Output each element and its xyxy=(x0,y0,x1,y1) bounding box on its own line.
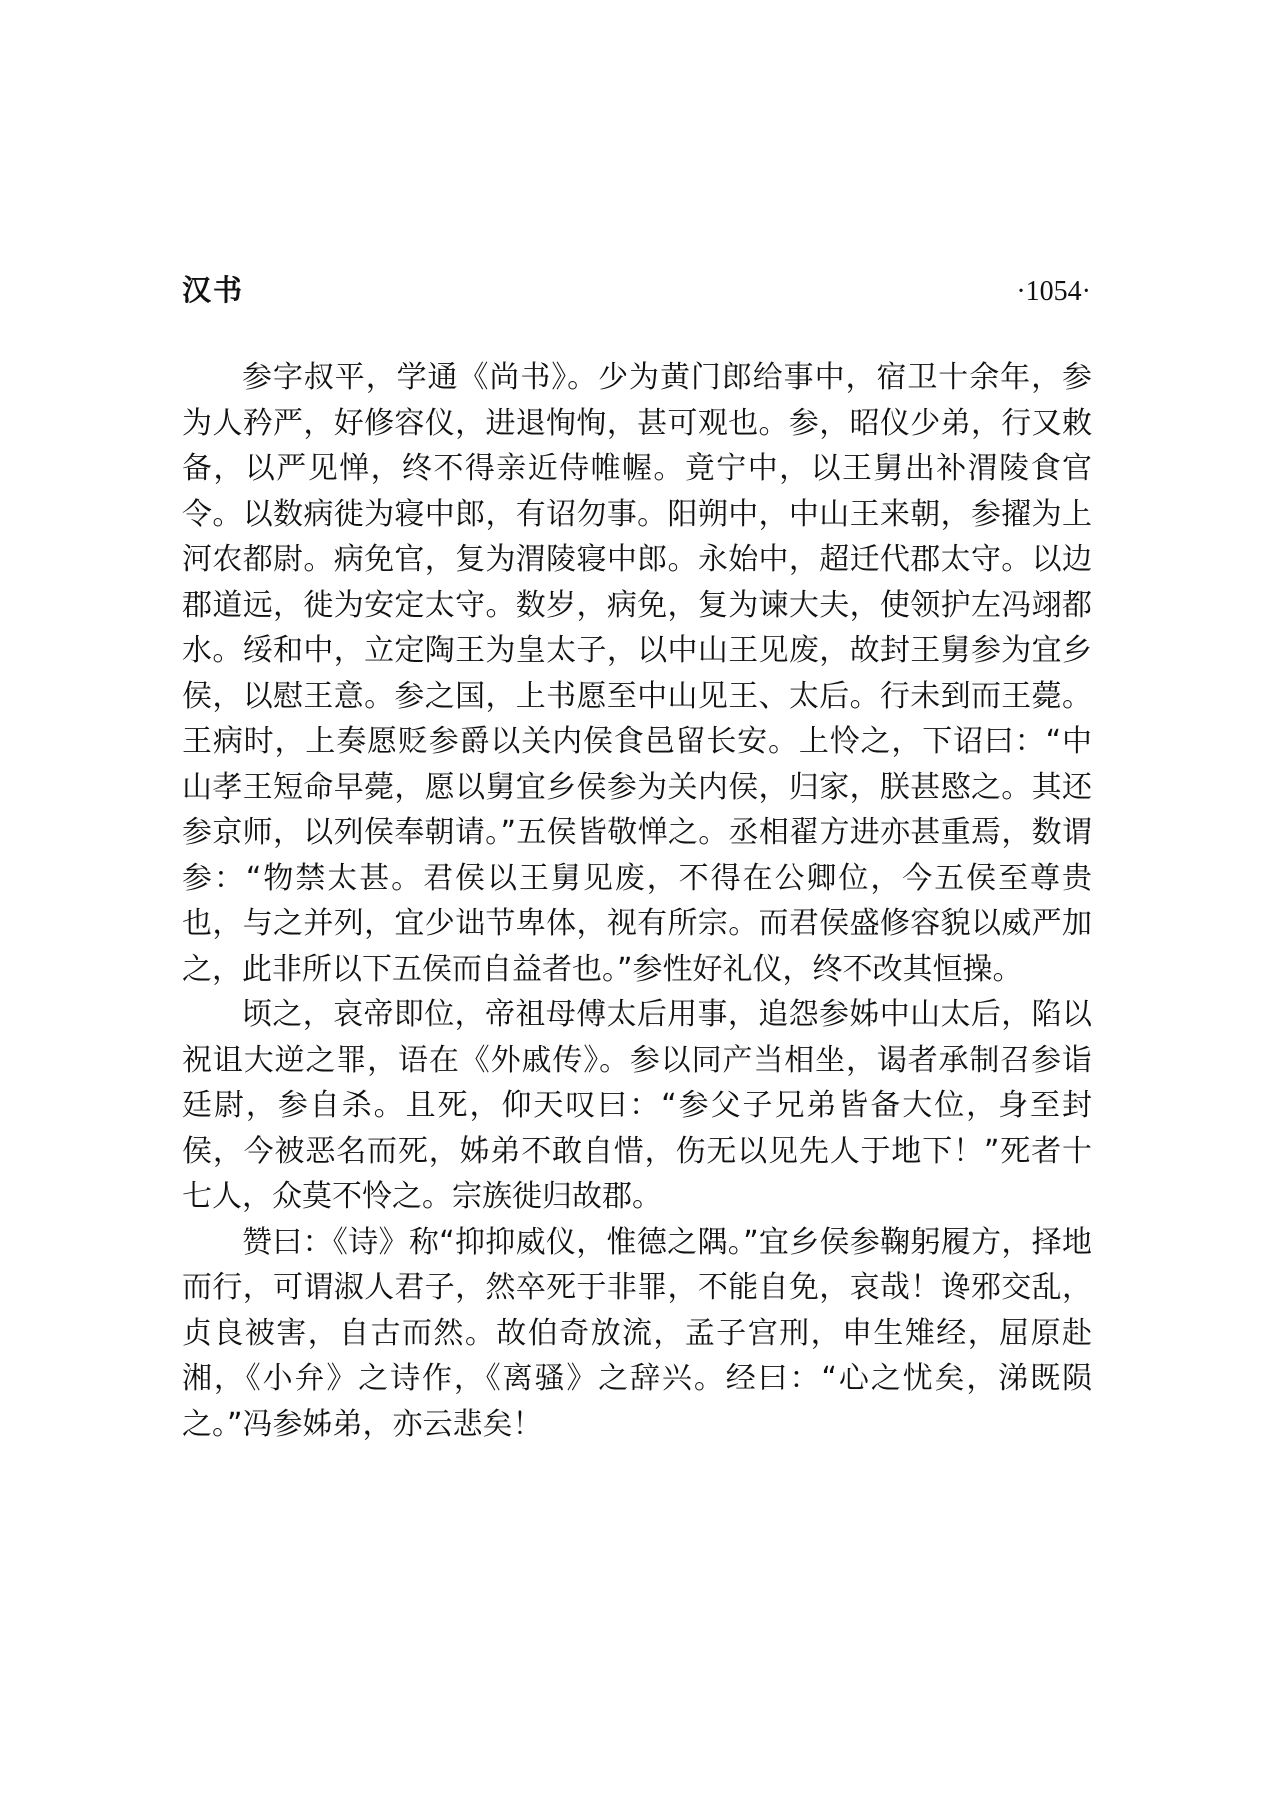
body-text xyxy=(182,355,1092,1447)
page-number: ·1054· xyxy=(1016,276,1091,307)
paragraph-biography: 参字叔平，学通《尚书》。少为黄门郎给事中，宿卫十余年，参为人矜严，好修容仪，进退恂恂，甚可观也。参，昭仪少弟，行又敕备，以严见惮，终不得亲近侍帷幄。竟宁中，以王舅出补渭陵食官令。以数病徙为寝中郎，有诏勿事。阳朔中，中山王来朝，参擢为上河农都尉。病免官，复为渭陵寝中郎。永始中，超迁代郡太守。以边郡道远，徙为安定太守。数岁，病免，复为谏大夫，使领护左冯翊都水。绥和中，立定陶王为皇太子，以中山王见废，故封王舅参为宜乡侯，以慰王意。参之国，上书愿至中山见王、太后。行未到而王薨。王病时，上奏愿贬参爵以关内侯食邑留长安。上怜之，下诏曰：“中山孝王短命早薨，愿以舅宜乡侯参为关内侯，归家，朕甚愍之。其还参京师，以列侯奉朝请。”五侯皆敬惮之。丞相翟方进亦甚重焉，数谓参：“物禁太甚。君侯以王舅见废，不得在公卿位，今五侯至尊贵也，与之并列，宜少诎节卑体，视有所宗。而君侯盛修容貌以威严加之，此非所以下五侯而自益者也。”参性好礼仪，终不改其恒操。 xyxy=(182,360,1092,987)
paragraph-eulogy: 赞曰：《诗》称“抑抑威仪，惟德之隅。”宜乡侯参鞠躬履方，择地而行，可谓淑人君子，然卒死于非罪，不能自免，哀哉！谗邪交乱，贞良被害，自古而然。故伯奇放流，孟子宫刑，申生雉经，屈原赴湘，《小弁》之诗作，《离骚》之辞兴。经曰：“心之忧矣，涕既陨之。”冯参姊弟，亦云悲矣！ xyxy=(182,1224,1092,1442)
book-title: 汉书 xyxy=(182,273,245,307)
paragraph-death: 顷之，哀帝即位，帝祖母傅太后用事，追怨参姊中山太后，陷以祝诅大逆之罪，语在《外戚传》。参以同产当相坐，谒者承制召参诣廷尉，参自杀。且死，仰天叹曰：“参父子兄弟皆备大位，身至封侯，今被恶名而死，姊弟不敢自惜，伤无以见先人于地下！”死者十七人，众莫不怜之。宗族徙归故郡。 xyxy=(182,997,1092,1214)
